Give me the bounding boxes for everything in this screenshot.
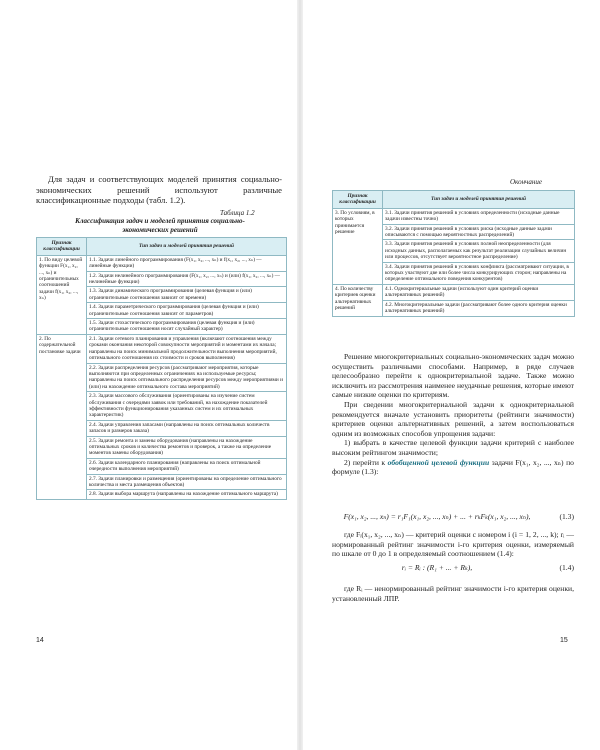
type-cell: 2.4. Задачи управления запасами (направлены на поиск оптимальных количеств запасов и размеров заказа) xyxy=(87,420,287,436)
paragraph: Решение многокритериальных социально-экономических задач можно осуществить различными способами. Например, в ряде случаев целесообразно перейти к однокритериальной задаче. Также можно исключить из рассмотрения наименее неудачные решения, которые имеют самые низкие оценки по критериям. xyxy=(332,352,574,400)
table-header-type: Тип задач и моделей принятия решений xyxy=(383,191,575,209)
text-span: задачи F(x₁, x₂, ..., xₙ) по формуле (1.3): xyxy=(332,457,574,477)
type-cell: 1.3. Задачи динамического программирования (целевая функция и (или) ограничительные соотношения зависят от времени) xyxy=(87,287,287,303)
type-cell: 2.1. Задачи сетевого планирования и управления (включают соотношения между сроками окончания некоторой совокупности мероприятий и моментами их начала; направлены на поиск минимальной продолжительности выполнения мероприятий, оптимального соотношения их стоимости и сроков выполнения) xyxy=(87,334,287,363)
formula: rᵢ = Rᵢ : (R₁ + ... + Rₖ), xyxy=(401,563,473,572)
type-cell: 3.3. Задачи принятия решений в условиях полной неопределенности (для исходных данных, располагаемых как результат реализации случайных величин или процессов, отсутствует вероятностное распределение) xyxy=(383,240,575,262)
type-cell: 3.2. Задачи принятия решений в условиях риска (исходные данные задачи описываются с помощью вероятностных распределений) xyxy=(383,224,575,240)
formula: F(x₁, x₂, ..., xₙ) = r₁F₁(x₁, x₂, ..., xₙ) + ... + rₖFₖ(x₁, x₂, ..., xₙ), xyxy=(343,512,531,521)
type-cell: 1.2. Задачи нелинейного программирования (F(x₁, x₂, ..., xₙ) и (или) f(x₁, x₂, ..., xₙ) — нелинейные функции) xyxy=(87,271,287,287)
type-cell: 2.5. Задачи ремонта и замены оборудования (направлены на нахождение оптимальных сроков и количества ремонтов и проверок, а также на определение моментов замены оборудования) xyxy=(87,436,287,458)
paragraph: При сведении многокритериальной задачи к однокритериальной рекомендуется вначале установить приоритеты (рейтинги значимости) критериев оценки альтернативных решений, а затем воспользоваться одним из возможных способов упрощения задачи: xyxy=(332,399,574,438)
paragraph: где Fᵢ(x₁, x₂, ..., xₙ) — критерий оценки с номером i (i = 1, 2, ..., k); rᵢ — нормированный рейтинг значимости i-го критерия оценки, измеряемый по шкале от 0 до 1 в определяемый соотношением (1.4): xyxy=(332,530,574,559)
highlighted-term: обобщенной целевой функции xyxy=(387,457,490,467)
type-cell: 1.1. Задачи линейного программирования (F(x₁, x₂, ..., xₙ) и f(x₁, x₂, ..., xₙ) — линейные функции) xyxy=(87,255,287,271)
table-row xyxy=(37,255,287,271)
table-caption: Классификация задач и моделей принятия социально-экономических решений xyxy=(75,217,245,234)
table-header-criterion: Признак классификации xyxy=(37,238,87,256)
formula-number: (1.3) xyxy=(559,512,574,521)
body-text xyxy=(332,352,574,477)
classification-table-continued xyxy=(332,190,575,317)
continuation-label: Окончание xyxy=(510,178,542,186)
table-header-type: Тип задач и моделей принятия решений xyxy=(87,238,287,256)
table-row xyxy=(333,208,575,224)
page-number-left: 14 xyxy=(36,637,44,644)
type-cell: 3.1. Задачи принятия решений в условиях определенности (исходные данные задачи известны точно) xyxy=(383,208,575,224)
table-row xyxy=(333,284,575,300)
criterion-cell: 4. По количеству критериев оценки альтернативных решений xyxy=(333,284,383,316)
table-header-criterion: Признак классификации xyxy=(333,191,383,209)
table-row xyxy=(37,334,287,363)
type-cell: 2.2. Задачи распределения ресурсов (рассматривают мероприятия, которые выполняются при определенных ограничениях на используемые ресурсы; направлены на поиск оптимального распределения ресурсов между мероприятиями и (или) на нахождение оптимального состава мероприятий) xyxy=(87,363,287,392)
type-cell: 2.3. Задачи массового обслуживания (ориентированы на изучение систем обслуживания с очередями заявок или требований, на нахождение показателей эффективности функционирования указанных систем и их оптимальных характеристик) xyxy=(87,392,287,421)
text-span: 2) перейти к xyxy=(344,457,386,467)
formula-1-3 xyxy=(332,512,574,524)
type-cell: 1.4. Задачи параметрического программирования (целевая функция и (или) ограничительные соотношения зависят от параметров) xyxy=(87,303,287,319)
type-cell: 4.2. Многокритериальные задачи (рассматривают более одного критерия оценки альтернативных решений) xyxy=(383,300,575,316)
type-cell: 1.5. Задачи стохастического программирования (целевая функция и (или) ограничительные соотношения носят случайный характер) xyxy=(87,319,287,335)
formula-explanation xyxy=(332,530,574,559)
page-number-right: 15 xyxy=(560,637,568,644)
criterion-cell: 3. По условиям, в которых принимается решение xyxy=(333,208,383,284)
type-cell: 2.8. Задачи выбора маршрута (направлены на нахождение оптимального маршрута) xyxy=(87,490,287,499)
criterion-cell: 2. По содержательной постановке задачи xyxy=(37,334,87,499)
formula-1-4 xyxy=(332,563,574,575)
type-cell: 2.6. Задачи календарного планирования (направлены на поиск оптимальной очередности выполнения мероприятий) xyxy=(87,458,287,474)
intro-paragraph: Для задач и соответствующих моделей принятия социально-экономических решений используют различные классификационные подходы (табл. 1.2). xyxy=(36,174,282,206)
type-cell: 3.4. Задачи принятия решений в условиях конфликта (рассматривают ситуации, в которых участвуют две или более числа конкурирующих сторон; направлены на определение оптимального поведения конкурентов) xyxy=(383,262,575,284)
formula-number: (1.4) xyxy=(559,563,574,572)
classification-table xyxy=(36,237,287,500)
paragraph: где Rᵢ — ненормированный рейтинг значимости i-го критерия оценки, установленный ЛПР. xyxy=(332,584,574,603)
type-cell: 4.1. Однокритериальные задачи (используют один критерий оценки альтернативных решений) xyxy=(383,284,575,300)
criterion-cell: 1. По виду целевой функции F(x₁, x₂, ..., xₙ) и ограничительных соотношений задачи f(x₁, x₂, ..., xₙ) xyxy=(37,255,87,334)
paragraph xyxy=(332,458,574,477)
type-cell: 2.7. Задачи планировки и размещения (ориентированы на определение оптимального количества и места размещения объектов) xyxy=(87,474,287,490)
paragraph: 1) выбрать в качестве целевой функции задачи критерий с наиболее высоким рейтингом значимости; xyxy=(332,438,574,457)
table-number: Таблица 1.2 xyxy=(220,209,255,217)
formula-explanation xyxy=(332,584,574,603)
